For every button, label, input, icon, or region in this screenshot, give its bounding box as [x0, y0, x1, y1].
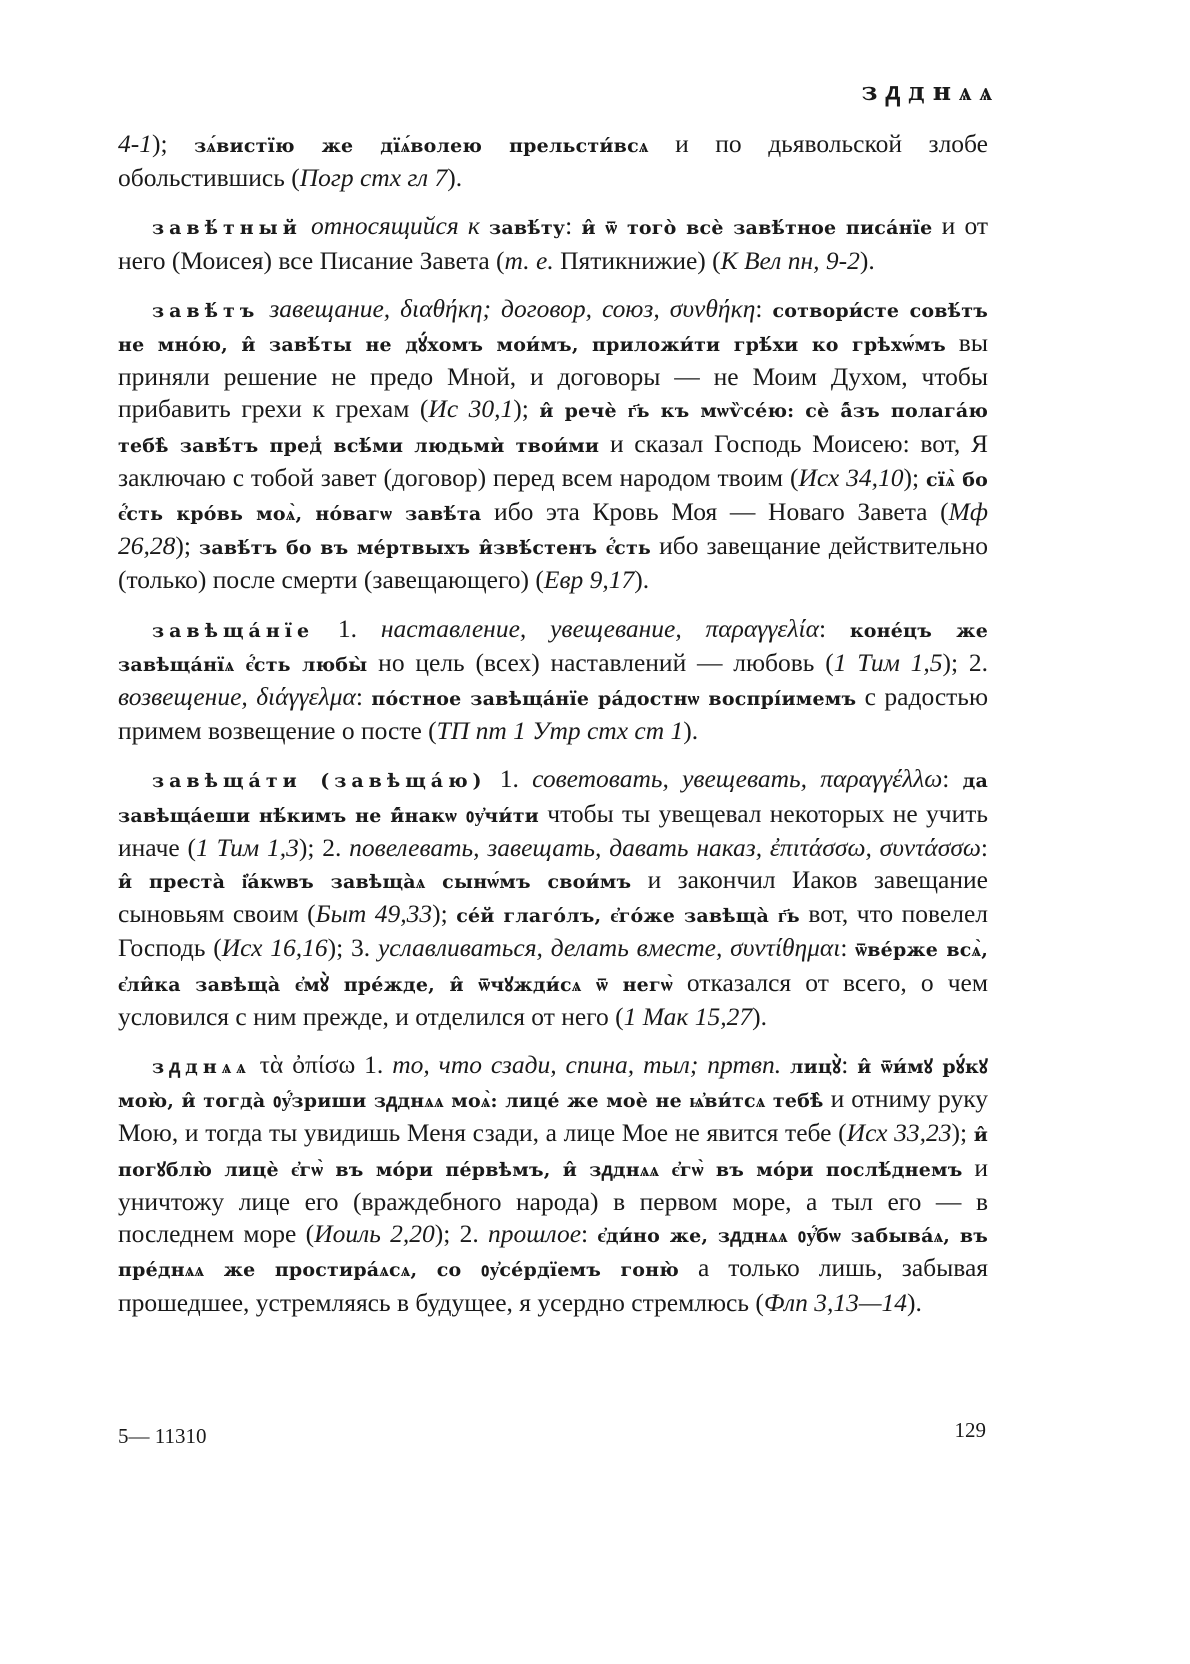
text-run: : — [355, 682, 372, 712]
headword: завѣща́ти (завѣща́ю) — [152, 770, 487, 793]
text-run: ). — [859, 245, 875, 275]
page-body — [118, 128, 988, 1335]
italic-text: 1 Мак 15,27 — [623, 1001, 753, 1031]
entry-zadnyaya — [118, 1049, 988, 1319]
church-slavonic-text: завѣ́тъ бо въ ме́ртвыхъ и̂звѣ́стенъ є҆́сть — [199, 537, 652, 560]
text-run: отказался от всего, о чем условился с ним прежде, и отделился от него ( — [118, 967, 989, 1031]
text-run: но цель (всех) наставлений — любовь ( — [367, 647, 834, 677]
text-run: и сказал Господь Моисею: вот, Я заключаю с тобой завет (договор) перед всем народом твоим ( — [118, 428, 988, 492]
italic-text: прошлое — [488, 1219, 582, 1249]
church-slavonic-text: сотвори́сте совѣ́тъ не мно́ю, и̂ завѣ́ты не дꙋ́хомъ мои́мъ, приложи́ти грѣ́хи ко грѣхѡ́мъ — [118, 299, 988, 357]
text-run: τὰ ὀπίσω 1. — [250, 1050, 393, 1080]
text-run: ибо завещание действительно (только) после смерти (завещающего) ( — [118, 531, 988, 595]
text-run: ); — [903, 462, 927, 492]
italic-text: Мф 26,28 — [118, 497, 988, 561]
italic-text: возвещение, διάγγελμα — [118, 682, 356, 712]
text-run: : — [818, 613, 850, 643]
entry-zavetny — [118, 210, 988, 276]
text-run: : — [755, 293, 773, 323]
headword: завѣ́тъ — [152, 299, 260, 322]
text-run: ); 3. — [327, 933, 378, 963]
text-run: : — [565, 211, 582, 241]
church-slavonic-text: коне́цъ же завѣща́нїѧ є҆́сть любы̀ — [118, 619, 988, 676]
text-run: ). — [752, 1001, 767, 1031]
church-slavonic-text: и̂ ѿи́мꙋ рꙋ́кꙋ мою̀, и̂ тогда̀ ᲂу҆́зриши зᲁднѧѧ моѧ̀: лице́ же моѐ не ѩ҆ви́тсѧ тебѣ̀ — [118, 1056, 988, 1113]
italic-text: Иоиль 2,20 — [314, 1219, 435, 1249]
text-run: ибо эта Кровь Моя — Новаго Завета ( — [481, 497, 949, 527]
church-slavonic-text: се́й глаго́лъ, є҆го́же завѣща̀ г҃ь — [456, 905, 800, 928]
text-run: и от него (Моисея) все Писание Завета ( — [118, 211, 988, 275]
italic-text: т. е. — [504, 245, 554, 275]
text-run — [302, 211, 311, 240]
italic-text: 4-1 — [118, 129, 152, 158]
text-run: и закончил Иаков завещание сыновьям своим ( — [118, 865, 988, 929]
church-slavonic-text: и̂ ѿ того̀ всѐ завѣ́тное писа́нїе — [581, 217, 933, 240]
text-run — [259, 294, 269, 323]
italic-text: Ис 30,1 — [428, 394, 514, 424]
text-run: : — [841, 1050, 858, 1080]
entry-continuation — [118, 128, 988, 194]
text-run: и отниму руку Мою, и тогда ты увидишь Меня сзади, а лице Мое не явится тебе ( — [118, 1084, 988, 1148]
text-run: с радостью примем возвещение о посте ( — [118, 682, 988, 746]
text-run: ). — [907, 1287, 922, 1317]
italic-text: ТП пт 1 Утр стх ст 1 — [436, 716, 684, 746]
text-run: : — [581, 1219, 598, 1249]
text-run: ). — [447, 163, 463, 193]
italic-text: относящийся к — [311, 211, 490, 241]
text-run: ); 2. — [434, 1219, 489, 1249]
text-run: ); — [513, 394, 540, 424]
church-slavonic-text: лицꙋ̀ — [790, 1056, 842, 1079]
church-slavonic-text: ѿве́рже всѧ̀, є҆ли̂ка завѣща̀ є҆мꙋ̀ пре́жде, и̂ ѿчꙋжди́сѧ ѿ негѡ̀ — [118, 939, 989, 996]
church-slavonic-text: и̂ преста̀ і҆а́кѡвъ завѣща̀ѧ сынѡ́мъ свои́мъ — [118, 871, 632, 894]
entry-zaveshchanie — [118, 613, 988, 748]
italic-text: Быт 49,33 — [315, 899, 433, 929]
church-slavonic-text: сїѧ̀ бо є҆́сть кро́вь моѧ̀, но́вагѡ завѣ́та — [118, 468, 989, 526]
headword: завѣща́нїе — [152, 619, 315, 642]
italic-text: Погр стх гл 7 — [299, 163, 448, 193]
text-run: чтобы ты увещевал некоторых не учить иначе ( — [118, 798, 988, 862]
italic-text: Исх 33,23 — [846, 1118, 952, 1148]
italic-text: Евр 9,17 — [543, 565, 635, 595]
italic-text: 1 Тим 1,5 — [833, 647, 943, 677]
church-slavonic-text: зѧ́вистїю же дїѧ́волею прельсти́всѧ — [194, 135, 649, 157]
text-run: вы приняли решение не предо Мной, и договоры — не Моим Духом, чтобы прибавить грехи к грехам ( — [118, 328, 988, 424]
church-slavonic-text: по́стное завѣща́нїе ра́достнѡ воспрі́имемъ — [371, 688, 857, 711]
church-slavonic-text: завѣ́ту — [489, 217, 566, 240]
italic-text: К Вел пн, 9-2 — [720, 245, 860, 275]
italic-text: уславливаться, делать вместе, συντίθημαι — [377, 933, 841, 963]
italic-text: советовать, увещевать, παραγγέλλω — [532, 764, 943, 794]
text-run: 1. — [486, 764, 533, 794]
printer-signature: 5— 11310 — [118, 1424, 207, 1448]
headword: зᲁднѧѧ — [152, 1056, 251, 1079]
text-run: : — [942, 764, 963, 794]
italic-text: Флп 3,13—14 — [763, 1287, 908, 1317]
entry-zavet — [118, 293, 988, 597]
italic-text: Исх 34,10 — [798, 462, 904, 492]
italic-text: 1 Тим 1,3 — [196, 832, 299, 862]
text-run: ); 2. — [942, 647, 988, 677]
text-run: ); — [152, 129, 195, 158]
text-run: и уничтожу лице его (враждебного народа) в первом море, а тыл его — в последнем море ( — [118, 1152, 988, 1249]
church-slavonic-text: и̂ погꙋблю̀ лицѐ є҆гѡ̀ въ мо́ри пе́рвѣмъ, и̂ зᲁднѧѧ є҆гѡ̀ въ мо́ри послѣ́днемъ — [118, 1124, 989, 1181]
church-slavonic-text: є҆ди́но же, зᲁднѧѧ ᲂу҆́бѡ забыва́ѧ, въ пре́днѧѧ же простира́ѧсѧ, со ᲂу҆се́рдїемъ гоню̀ — [118, 1225, 989, 1282]
text-run: : — [840, 933, 856, 963]
text-run: 1. — [314, 613, 381, 643]
headword: завѣ́тный — [152, 217, 302, 240]
italic-text: Исх 16,16 — [221, 933, 328, 963]
text-run: Пятикнижие) ( — [553, 245, 721, 275]
text-run: и по дьявольской злобе обольстившись ( — [118, 129, 989, 193]
text-run: ); 2. — [298, 832, 350, 862]
running-head: зᲁднѧѧ — [861, 77, 1000, 106]
entry-zaveshchati — [118, 763, 988, 1033]
text-run: ); — [951, 1118, 974, 1148]
italic-text: завещание, διαθήκη; договор, союз, συνθήκη — [269, 293, 756, 323]
page-number: 129 — [954, 1418, 986, 1442]
text-run: ); — [432, 899, 457, 929]
text-run: вот, что повелел Господь ( — [118, 899, 988, 963]
text-run: ). — [683, 716, 699, 746]
text-run: ); — [175, 531, 199, 561]
text-run: а только лишь, забывая прошедшее, устремляясь в будущее, я усердно стремлюсь ( — [118, 1253, 989, 1317]
text-run: ). — [634, 565, 650, 595]
church-slavonic-text: и̂ речѐ г҃ь къ мѡѷсе́ю: сѐ а̂́зъ полага́ю тебѣ̀ завѣ́тъ пред̾ всѣ́ми людьмѝ твои́ми — [118, 400, 989, 457]
church-slavonic-text: да завѣща́еши нѣ́кимъ не и̂́накѡ ᲂу҆чи́ти — [118, 770, 988, 827]
italic-text: то, что сзади, спина, тыл; пртвп. — [392, 1050, 790, 1080]
text-run: : — [980, 832, 988, 862]
italic-text: повелевать, завещать, давать наказ, ἐπιτάσσω, συντάσσω — [349, 832, 981, 862]
italic-text: наставление, увещевание, παραγγελία — [380, 613, 819, 643]
